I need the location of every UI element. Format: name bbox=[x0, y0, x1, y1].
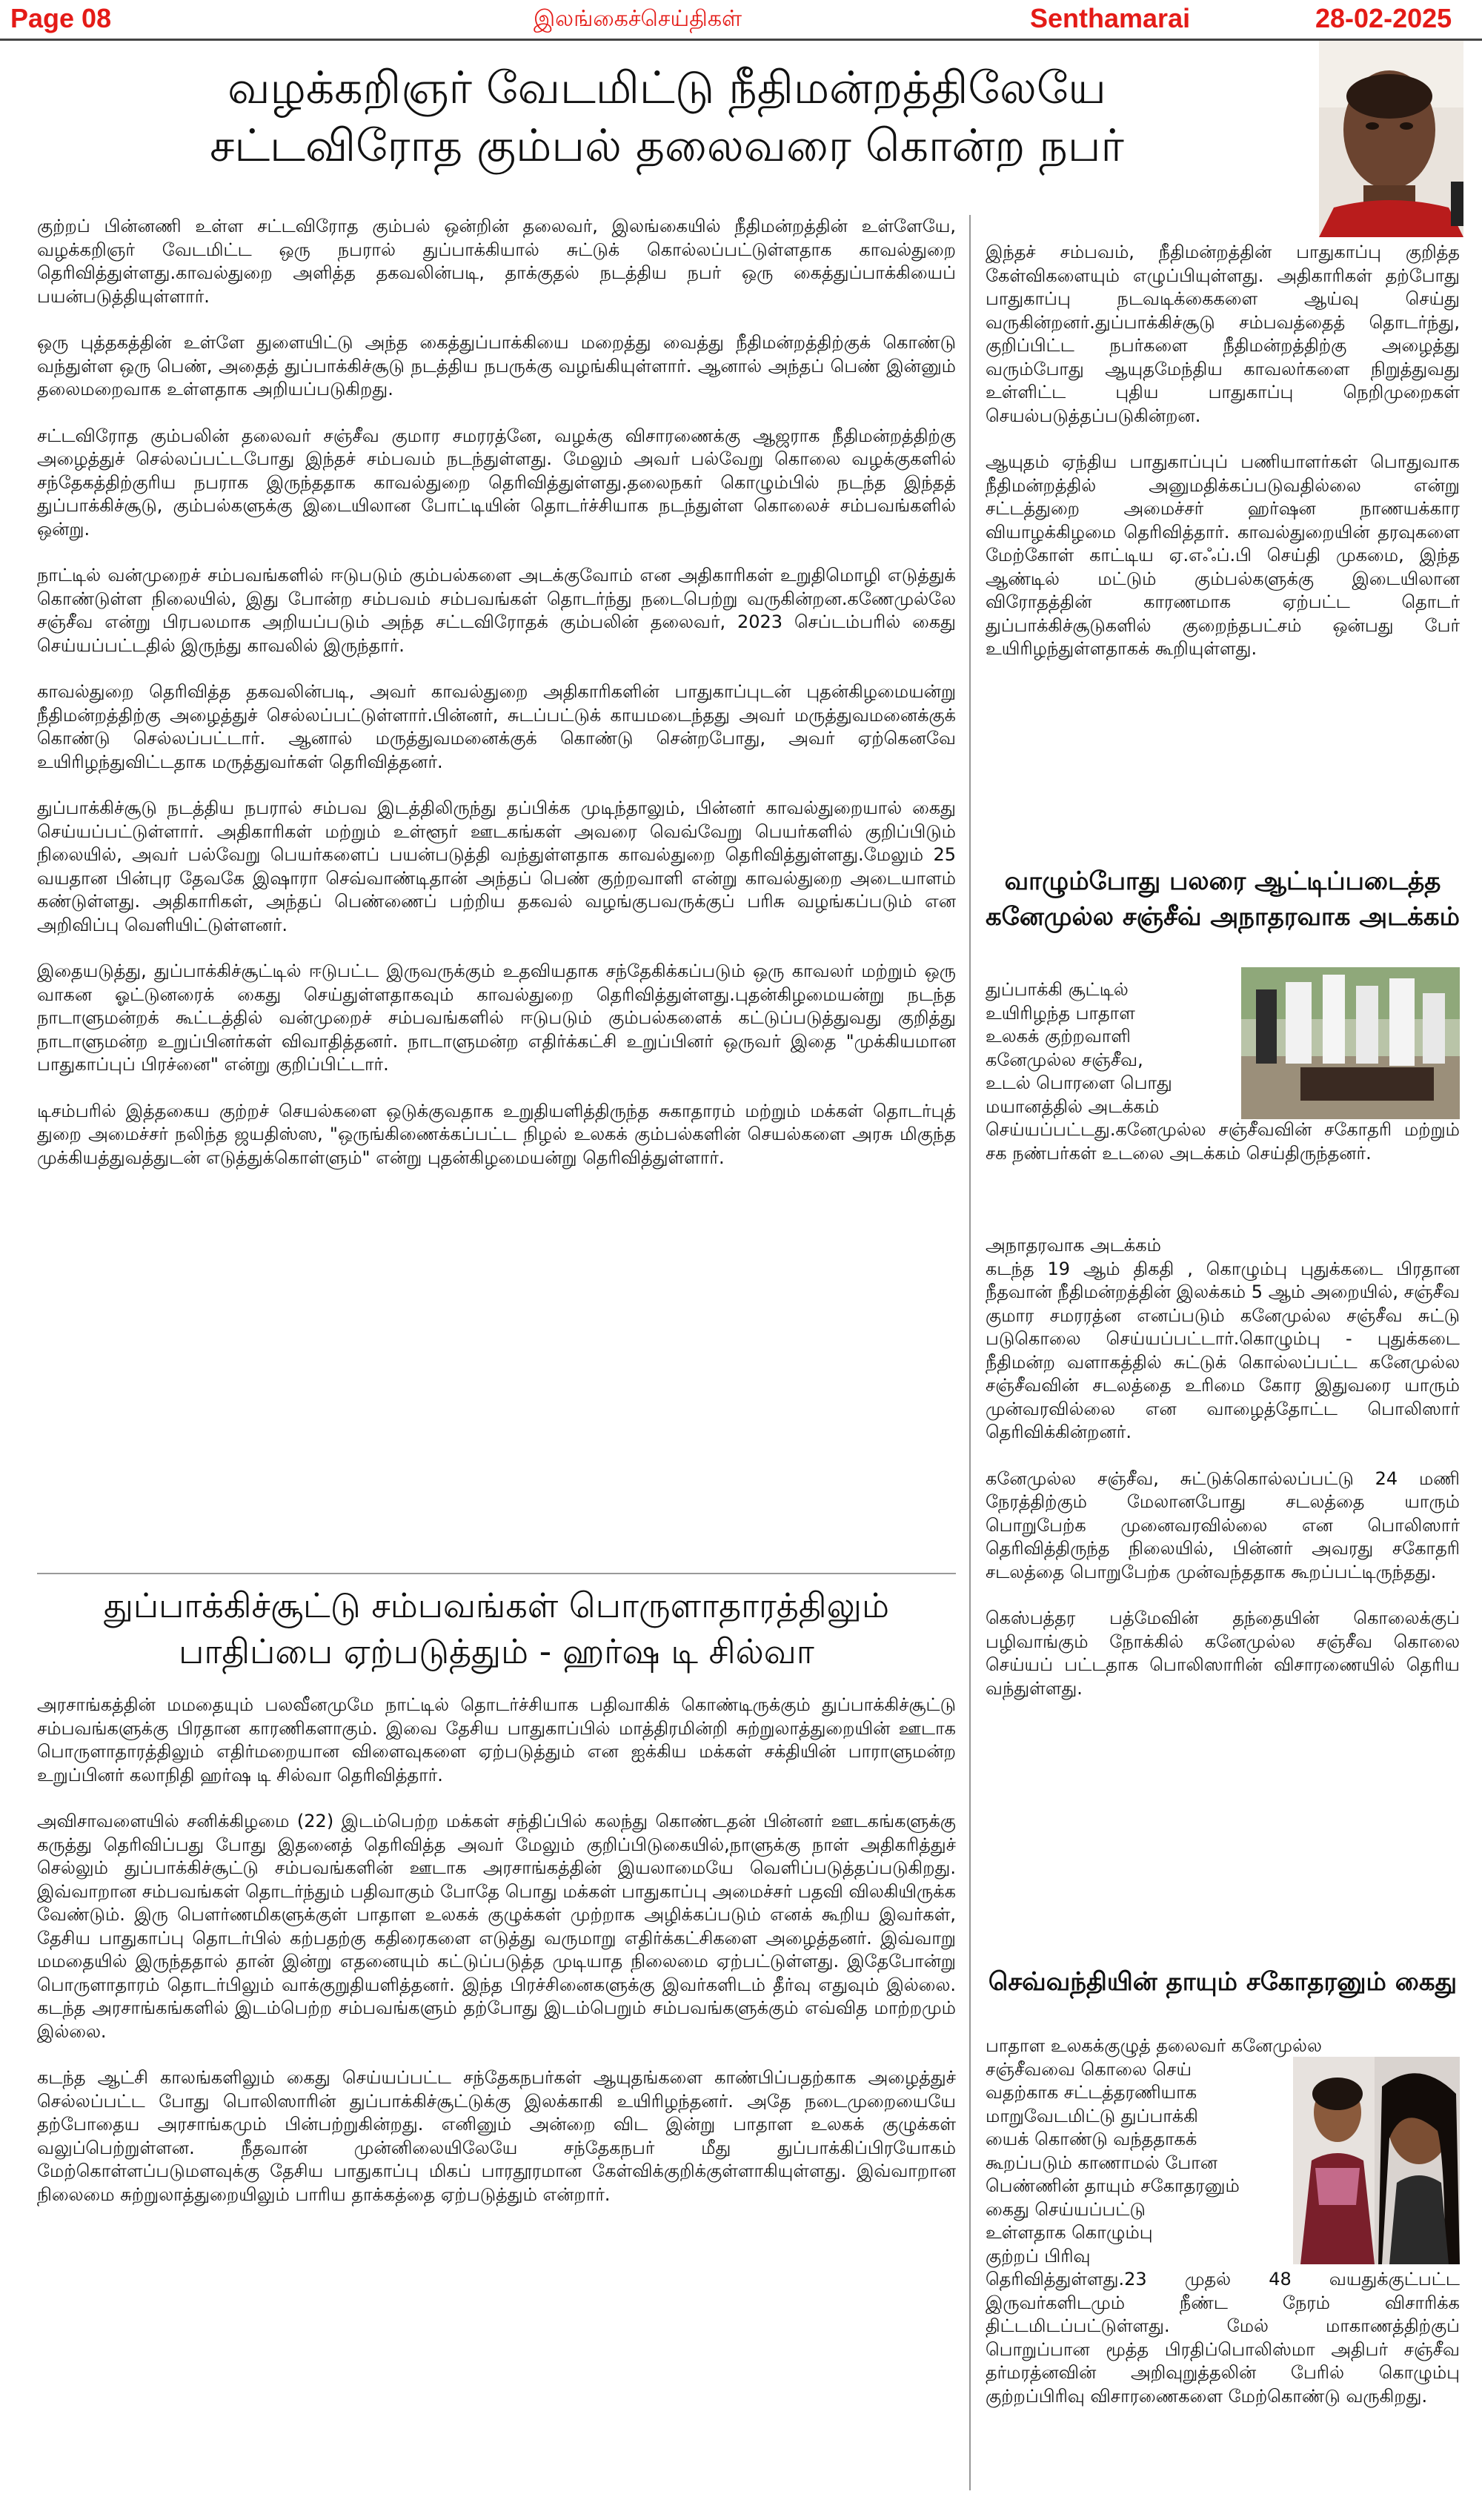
page-number: Page 08 bbox=[10, 3, 112, 33]
lead-line: பெண்ணின் தாயும் சகோதரனும் bbox=[986, 2175, 1240, 2196]
paragraph: அரசாங்கத்தின் மமதையும் பலவீனமுமே நாட்டில் தொடர்ச்சியாக பதிவாகிக் கொண்டிருக்கும் துப்பாக்கிச்சூட்டு சம்பவங்களுக்கு பிரதான காரணிகளாகும். இவை தேசிய பாதுகாப்பில் மாத்திரமின்றி சுற்றுலாத்துறையின் ஊடாக பொருளாதாரத்திலும் எதிர்மறையான விளைவுகளை ஏற்படுத்தும் என ஐக்கிய மக்கள் சக்தியின் பாராளுமன்ற உறுப்பினர் கலாநிதி ஹர்ஷ டி சில்வா தெரிவித்தார். bbox=[37, 1694, 956, 1785]
second-story-headline bbox=[37, 1582, 956, 1674]
second-headline-line: பாதிப்பை ஏற்படுத்தும் - ஹர்ஷ டி சில்வா bbox=[179, 1631, 814, 1671]
third-story-headline bbox=[978, 863, 1467, 935]
lead-line: குற்றப் பிரிவு bbox=[986, 2245, 1091, 2267]
lead-line: உடல் பொரளை பொது bbox=[986, 1072, 1172, 1093]
paragraph: இதையடுத்து, துப்பாக்கிச்சூட்டில் ஈடுபட்ட இருவருக்கும் உதவியதாக சந்தேகிக்கப்படும் ஒரு காவலர் மற்றும் ஒரு வாகன ஓட்டுனரைக் கைது செய்துள்ளதாகவும் காவல்துறை தெரிவித்துள்ளது.புதன்கிழமையன்று நடந்த நாடாளுமன்றக் கூட்டத்தில் வன்முறைச் சம்பவங்களில் ஈடுபடும் கும்பல்களைக் கட்டுப்படுத்துவது குறித்து நாடாளுமன்ற உறுப்பினர்கள் விவாதித்தனர். நாடாளுமன்ற எதிர்க்கட்சி உறுப்பினர் ஒருவர் இதை "முக்கியமான பாதுகாப்புப் பிரச்னை" என்று குறிப்பிட்டார். bbox=[37, 961, 956, 1075]
lead-line: கனேமுல்ல சஞ்சீவ, bbox=[986, 1049, 1143, 1070]
lead-line: துப்பாக்கி சூட்டில் bbox=[986, 979, 1129, 1000]
portrait-photo bbox=[1319, 41, 1463, 237]
main-headline-line: வழக்கறிஞர் வேடமிட்டு நீதிமன்றத்திலேயே bbox=[227, 62, 1106, 114]
page-header bbox=[0, 0, 1482, 37]
paragraph: கடந்த ஆட்சி காலங்களிலும் கைது செய்யப்பட்ட சந்தேகநபர்கள் ஆயுதங்களை காண்பிப்பதற்காக அழைத்துச் செல்லப்பட்ட போது பொலிஸாரின் துப்பாக்கிச்சூட்டுக்கு இலக்காகி உயிரிழந்தனர். அதே நடைமுறையையே தற்போதைய அரசாங்கமும் பின்பற்றுகின்றது. எனினும் அன்றை விட இன்று பாதாள உலகக் குழுக்கள் வலுப்பெற்றுள்ளன. நீதவான் முன்னிலையிலேயே சந்தேகநபர் மீது துப்பாக்கிப்பிரயோகம் மேற்கொள்ளப்படுமளவுக்கு தேசிய பாதுகாப்பு மிகப் பாரதூரமான கேள்விக்குறிக்குள்ளாகியுள்ளது. இவ்வாறான நிலைமை சுற்றுலாத்துறையிலும் பாரிய தாக்கத்தை ஏற்படுத்தும் என்றார். bbox=[37, 2067, 956, 2205]
main-headline bbox=[178, 59, 1156, 175]
lead-line: கூறப்படும் காணாமல் போன bbox=[986, 2152, 1218, 2173]
lead-line: உள்ளதாக கொழும்பு bbox=[986, 2222, 1153, 2243]
sub-label: அநாதரவாக அடக்கம் bbox=[986, 1235, 1161, 1256]
section-rule bbox=[37, 1573, 956, 1574]
burial-photo bbox=[1241, 967, 1460, 1119]
paragraph: ஆயுதம் ஏந்திய பாதுகாப்புப் பணியாளர்கள் பொதுவாக நீதிமன்றத்தில் அனுமதிக்கப்படுவதில்லை என்று சட்டத்துறை அமைச்சர் ஹர்ஷன நாணயக்கார வியாழக்கிழமை தெரிவித்தார். காவல்துறையின் தரவுகளை மேற்கோள் காட்டிய ஏ.எஃப்.பி செய்தி முகமை, இந்த ஆண்டில் மட்டும் கும்பல்களுக்கு இடையிலான விரோதத்தின் காரணமாக ஏற்பட்ட தொடர் துப்பாக்கிச்சூடுகளில் குறைந்தபட்சம் ஒன்பது பேர் உயிரிழந்துள்ளதாகக் கூறியுள்ளது. bbox=[986, 451, 1460, 659]
paragraph: டிசம்பரில் இத்தகைய குற்றச் செயல்களை ஒடுக்குவதாக உறுதியளித்திருந்த சுகாதாரம் மற்றும் மக்கள் தொடர்புத் துறை அமைச்சர் நலிந்த ஜயதிஸ்ஸ, "ஒருங்கிணைக்கப்பட்ட நிழல் உலகக் கும்பல்களின் செயல்களை அரசு மிகுந்த முக்கியத்துவத்துடன் எடுத்துக்கொள்ளும்" என்று புதன்கிழமையன்று தெரிவித்துள்ளார். bbox=[37, 1100, 956, 1168]
lead-line: கைது செய்யப்பட்டு bbox=[986, 2198, 1146, 2220]
lead-line: யைக் கொண்டு வந்ததாகக் bbox=[986, 2129, 1197, 2149]
right-column-body bbox=[986, 241, 1460, 661]
paragraph: கடந்த 19 ஆம் திகதி , கொழும்பு புதுக்கடை பிரதான நீதவான் நீதிமன்றத்தின் இலக்கம் 5 ஆம் அறையில், சஞ்சீவ குமார சமரரத்ன எனப்படும் கனேமுல்ல சஞ்சீவ சுட்டு படுகொலை செய்யப்பட்டார்.கொழும்பு - புதுக்கடை நீதிமன்ற வளாகத்தில் சுட்டுக் கொல்லப்பட்ட கனேமுல்ல சஞ்சீவவின் சடலத்தை உரிமை கோர இதுவரை யாரும் முன்வரவில்லை என வாழைத்தோட்ட பொலிஸார் தெரிவிக்கின்றனர். bbox=[986, 1258, 1460, 1442]
header-rule bbox=[0, 39, 1482, 41]
lead-line: வதற்காக சட்டத்தரணியாக bbox=[986, 2082, 1197, 2103]
fourth-story-headline: செவ்வந்தியின் தாயும் சகோதரனும் கைது bbox=[988, 1967, 1458, 1997]
main-story-body bbox=[37, 215, 956, 1170]
third-story-headline-line: கனேமுல்ல சஞ்சீவ் அநாதரவாக அடக்கம் bbox=[985, 902, 1461, 932]
paragraph: குற்றப் பின்னணி உள்ள சட்டவிரோத கும்பல் ஒன்றின் தலைவர், இலங்கையில் நீதிமன்றத்தின் உள்ளேயே, வழக்கறிஞர் வேடமிட்ட ஒரு நபரால் துப்பாக்கியால் சுட்டுக் கொல்லப்பட்டுள்ளதாக காவல்துறை தெரிவித்துள்ளது.காவல்துறை அளித்த தகவலின்படி, தாக்குதல் நடத்திய நபர் ஒரு கைத்துப்பாக்கியைப் பயன்படுத்தியுள்ளார். bbox=[37, 216, 956, 307]
third-story-headline-line: வாழும்போது பலரை ஆட்டிப்படைத்த bbox=[1004, 866, 1441, 896]
paragraph: இந்தச் சம்பவம், நீதிமன்றத்தின் பாதுகாப்பு குறித்த கேள்விகளையும் எழுப்பியுள்ளது. அதிகாரிகள் தற்போது பாதுகாப்பு நடவடிக்கைகளை ஆய்வு செய்து வருகின்றனர்.துப்பாக்கிச்சூடு சம்பவத்தைத் தொடர்ந்து, குறிப்பிட்ட நபர்களை நீதிமன்றத்திற்கு அழைத்து வரும்போது ஆயுதமேந்திய காவலர்களை நிறுத்துவது உள்ளிட்ட புதிய பாதுகாப்பு நெறிமுறைகள் செயல்படுத்தப்படுகின்றன. bbox=[986, 242, 1460, 426]
lead-line: உயிரிழந்த பாதாள bbox=[986, 1002, 1135, 1024]
third-story-lead-tail: செய்யப்பட்டது.கனேமுல்ல சஞ்சீவவின் சகோதரி மற்றும் சக நண்பர்கள் உடலை அடக்கம் செய்திருந்தனர். bbox=[986, 1119, 1460, 1164]
paragraph: துப்பாக்கிச்சூடு நடத்திய நபரால் சம்பவ இடத்திலிருந்து தப்பிக்க முடிந்தாலும், பின்னர் காவல்துறையால் கைது செய்யப்பட்டுள்ளார். அதிகாரிகள் மற்றும் உள்ளூர் ஊடகங்கள் அவரை வெவ்வேறு பெயர்களில் குறிப்பிடும் நிலையில், அவர் பல்வேறு பெயர்களைப் பயன்படுத்தி வந்துள்ளதாக காவல்துறை தெரிவித்துள்ளது.மேலும் 25 வயதான பின்புர தேவகே இஷாரா செவ்வாண்டிதான் அந்தப் பெண் குற்றவாளி என்று காவல்துறை அடையாளம் கண்டுள்ளது. அதிகாரிகள், அந்தப் பெண்ணைப் பற்றிய தகவல் வழங்குபவருக்குப் பரிசு வழங்கப்படும் என அறிவிப்பு வெளியிட்டுள்ளனர். bbox=[37, 798, 956, 935]
second-headline-line: துப்பாக்கிச்சூட்டு சம்பவங்கள் பொருளாதாரத்திலும் bbox=[104, 1585, 889, 1625]
lead-line: பாதாள உலகக்குழுத் தலைவர் கனேமுல்ல bbox=[986, 2035, 1322, 2056]
paragraph: கெஸ்பத்தர பத்மேவின் தந்தையின் கொலைக்குப் பழிவாங்கும் நோக்கில் கனேமுல்ல சஞ்சீவ கொலை செய்யப் பட்டதாக பொலிஸாரின் விசாரணையில் தெரிய வந்துள்ளது. bbox=[986, 1608, 1460, 1699]
lead-line: மாறுவேடமிட்டு துப்பாக்கி bbox=[986, 2105, 1198, 2126]
third-story-lead bbox=[986, 978, 1230, 1118]
paragraph: ஒரு புத்தகத்தின் உள்ளே துளையிட்டு அந்த கைத்துப்பாக்கியை மறைத்து வைத்து நீதிமன்றத்திற்குக் கொண்டு வந்துள்ள ஒரு பெண், அதைத் துப்பாக்கிச்சூடு நடத்திய நபருக்கு வழங்கியுள்ளார். ஆனால் அந்தப் பெண் இன்னும் தலைமறைவாக உள்ளதாக அறியப்படுகிறது. bbox=[37, 332, 956, 399]
woman-photo bbox=[1293, 2057, 1460, 2264]
fourth-story-lead-tail: தெரிவித்துள்ளது.23 முதல் 48 வயதுக்குட்பட்ட இருவர்களிடமும் நீண்ட நேரம் விசாரிக்க திட்டமிடப்பட்டுள்ளது. மேல் மாகாணத்திற்குப் பொறுப்பான மூத்த பிரதிப்பொலிஸ்மா அதிபர் சஞ்சீவ தர்மரத்னவின் அறிவுறுத்தலின் பேரில் கொழும்பு குற்றப்பிரிவு விசாரணைகளை மேற்கொண்டு வருகிறது. bbox=[986, 2269, 1460, 2407]
lead-line: மயானத்தில் அடக்கம் bbox=[986, 1095, 1160, 1117]
second-story-body bbox=[37, 1694, 956, 2206]
paragraph: நாட்டில் வன்முறைச் சம்பவங்களில் ஈடுபடும் கும்பல்களை அடக்குவோம் என அதிகாரிகள் உறுதிமொழி எடுத்துக் கொண்டுள்ள நிலையில், இது போன்ற சம்பவம் சம்பவங்கள் தொடர்ந்து நடைபெற்று வருகின்றன.கணேமுல்லே சஞ்சீவ என்று பிரபலமாக அறியப்படும் அந்த சட்டவிரோதக் கும்பலின் தலைவர், 2023 செப்டம்பரில் கைது செய்யப்பட்டதில் இருந்து காவலில் இருந்தார். bbox=[37, 565, 956, 656]
paragraph: சட்டவிரோத கும்பலின் தலைவர் சஞ்சீவ குமார சமரரத்னே, வழக்கு விசாரணைக்கு ஆஜராக நீதிமன்றத்திற்கு அழைத்துச் செல்லப்பட்டபோது இந்தச் சம்பவம் நடந்துள்ளது. மேலும் அவர் பல்வேறு கொலை வழக்குகளில் சந்தேகத்திற்குரிய நபராக இருந்ததாக காவல்துறை தெரிவித்துள்ளது.தலைநகர் கொழும்பில் நடந்த இந்தத் துப்பாக்கிச்சூடு, கும்பல்களுக்கு இடையிலான போட்டியின் தொடர்ச்சியாக நடந்துள்ள கொலைச் சம்பவங்களில் ஒன்று. bbox=[37, 425, 957, 540]
paragraph: கனேமுல்ல சஞ்சீவ, சுட்டுக்கொல்லப்பட்டு 24 மணி நேரத்திற்கும் மேலானபோது சடலத்தை யாரும் பொறுபேற்க முனைவரவில்லை என பொலிஸார் தெரிவித்திருந்த நிலையில், பின்னர் அவரது சகோதரி சடலத்தை பொறுபேற்க முன்வந்ததாக கூறப்பட்டிருந்தது. bbox=[986, 1468, 1460, 1582]
paragraph: அவிசாவளையில் சனிக்கிழமை (22) இடம்பெற்ற மக்கள் சந்திப்பில் கலந்து கொண்டதன் பின்னர் ஊடகங்களுக்கு கருத்து தெரிவிப்பது போது இதனைத் தெரிவித்த அவர் மேலும் குறிப்பிடுகையில்,நாளுக்கு நாள் அதிகரித்துச் செல்லும் துப்பாக்கிச்சூட்டு சம்பவங்களின் ஊடாக அரசாங்கத்தின் இயலாமையே வெளிப்படுத்தப்படுகிறது. இவ்வாறான சம்பவங்கள் தொடர்ந்தும் பதிவாகும் போதே பொது மக்கள் பாதுகாப்பு அமைச்சர் பதவி விலகியிருக்க வேண்டும். இரு பௌர்ணமிகளுக்குள் பாதாள உலகக் குழுக்கள் முற்றாக அழிக்கப்படும் எனக் கூறிய இவர்கள், தேசிய பாதுகாப்பு தொடர்பில் கற்பதற்கு கதிரைகளை எடுத்து வருமாறு எதிர்க்கட்சிகளை அழைத்தனர். இவ்வாறு மமதையில் இருந்ததால் தான் இன்று எதனையும் கட்டுப்படுத்த முடியாத நிலைமை ஏற்பட்டுள்ளது. இதேபோன்று பொருளாதாரம் தொடர்பிலும் வாக்குறுதியளித்தனர். இந்த பிரச்சினைகளுக்கு இவர்களிடம் தீர்வு எதுவும் இல்லை. கடந்த அரசாங்கங்களில் இடம்பெற்ற சம்பவங்களும் தற்போது இடம்பெறும் சம்பவங்களுக்கும் எவ்வித மாற்றமும் இல்லை. bbox=[37, 1811, 956, 2042]
lead-line: சஞ்சீவவை கொலை செய் bbox=[986, 2058, 1192, 2080]
section-name: இலங்கைச்செய்திகள் bbox=[534, 6, 742, 32]
column-divider bbox=[969, 215, 971, 2490]
paragraph: காவல்துறை தெரிவித்த தகவலின்படி, அவர் காவல்துறை அதிகாரிகளின் பாதுகாப்புடன் புதன்கிழமையன்று நீதிமன்றத்திற்கு அழைத்துச் செல்லப்பட்டுள்ளார்.பின்னர், சுடப்பட்டுக் காயமடைந்தது அவர் மருத்துவமனைக்குக் கொண்டு செல்லப்பட்டார். ஆனால் மருத்துவமனைக்குக் கொண்டு சென்றபோது, அவர் ஏற்கெனவே உயிரிழந்துவிட்டதாக மருத்துவர்கள் தெரிவித்தனர். bbox=[37, 681, 957, 772]
third-story-body bbox=[986, 1234, 1460, 1700]
lead-line: உலகக் குற்றவாளி bbox=[986, 1026, 1131, 1047]
issue-date: 28-02-2025 bbox=[1315, 3, 1452, 33]
paper-name: Senthamarai bbox=[1030, 3, 1191, 33]
main-headline-line: சட்டவிரோத கும்பல் தலைவரை கொன்ற நபர் bbox=[210, 120, 1124, 172]
